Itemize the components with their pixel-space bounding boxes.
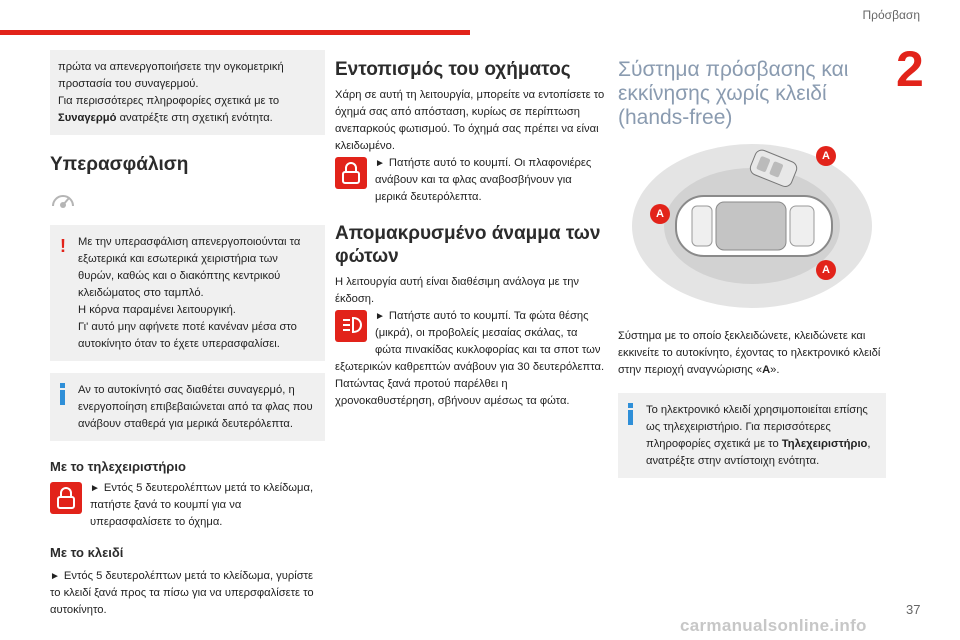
lock-icon bbox=[50, 482, 82, 514]
lighting-availability: Η λειτουργία αυτή είναι διαθέσιμη ανάλογα με την έκδοση. bbox=[335, 276, 580, 305]
key-heading: Με το κλειδί bbox=[50, 545, 124, 560]
remote-lighting-heading: Απομακρυσμένο άναμμα των φώτων bbox=[335, 223, 601, 267]
zone-a-marker-rear bbox=[816, 260, 836, 280]
locate-instruction-text: Πατήστε αυτό το κουμπί. Οι πλαφονιέρες ανάβουν και τα φλας αναβοσβήνουν για μερικά δευτερόλεπτα. bbox=[375, 157, 592, 203]
lock-icon bbox=[335, 157, 367, 189]
hands-free-text: Σύστημα με το οποίο ξεκλειδώνετε, κλειδώνετε και εκκινείτε το αυτοκίνητο, έχοντας το ηλεκτρονικό κλειδί στην περιοχή αναγνώρισης « bbox=[618, 330, 881, 376]
hands-free-heading: Σύστημα πρόσβασης και εκκίνησης χωρίς κλειδί (hands-free) bbox=[618, 58, 849, 129]
section-title: Πρόσβαση bbox=[862, 8, 920, 22]
info-key-text: Το ηλεκτρονικό κλειδί χρησιμοποιείται επίσης ως τηλεχειριστήριο. Για περισσότερες πληροφορίες σχετικά με το bbox=[646, 404, 868, 450]
zone-a-marker-front bbox=[816, 146, 836, 166]
locate-instruction: ► Πατήστε αυτό το κουμπί. Οι πλαφονιέρες ανάβουν και τα φλας αναβοσβήνουν για μερικά δευτερόλεπτα. bbox=[375, 157, 592, 203]
info-text-alarm: Αν το αυτοκίνητό σας διαθέτει συναγερμό, η ενεργοποίηση επιβεβαιώνεται από τα φλας που ανάβουν σταθερά για μερικά δευτερόλεπτα. bbox=[78, 384, 313, 430]
car-zone-diagram bbox=[618, 140, 886, 312]
key-text: ► Εντός 5 δευτερολέπτων μετά το κλείδωμα, γυρίστε το κλειδί ξανά προς τα πίσω για να υπερσφαλίσετε το αυτοκίνητο. bbox=[50, 570, 314, 616]
lighting-instruction-text: Πατήστε αυτό το κουμπί. Τα φώτα θέσης (μικρά), οι προβολείς μεσαίας σκάλας, τα φώτα πινακίδας κυκλοφορίας και τα σποτ των εξωτερικών καθρεπτών ανάβουν για 30 δευτερόλεπτα. bbox=[335, 310, 605, 373]
exclamation-icon: ! bbox=[60, 236, 66, 256]
locate-button-block bbox=[335, 155, 607, 206]
column-1 bbox=[50, 50, 325, 619]
zone-reference: A bbox=[762, 364, 771, 376]
lighting-button-block bbox=[335, 308, 607, 376]
header-red-bar bbox=[0, 30, 470, 35]
info-icon bbox=[628, 403, 634, 425]
hands-free-text-end: ». bbox=[770, 364, 780, 376]
lighting-instruction: ► Πατήστε αυτό το κουμπί. Τα φώτα θέσης (μικρά), οι προβολείς μεσαίας σκάλας, τα φώτα πινακίδας κυκλοφορίας και τα σποτ των εξωτερικών καθρεπτών ανάβουν για 30 δευτερόλεπτα. bbox=[335, 310, 605, 373]
intro-text-after: ανατρέξτε στη σχετική ενότητα. bbox=[116, 112, 273, 124]
column-3 bbox=[618, 50, 886, 478]
chapter-number: 2 bbox=[896, 41, 924, 97]
warning-box bbox=[50, 225, 325, 361]
zone-a-marker-left bbox=[650, 204, 670, 224]
info-box-key bbox=[618, 393, 886, 478]
dial-icon-wrap bbox=[50, 186, 325, 215]
headlight-icon bbox=[335, 310, 367, 342]
info-text-key bbox=[646, 402, 878, 470]
remote-text: ► Εντός 5 δευτερολέπτων μετά το κλείδωμα, πατήστε ξανά το κουμπί για να υπερασφαλίσετε το όχημα. bbox=[90, 482, 314, 528]
hands-free-paragraph bbox=[618, 328, 886, 379]
page-number: 37 bbox=[906, 602, 921, 617]
intro-box bbox=[50, 50, 325, 135]
intro-paragraph-1: πρώτα να απενεργοποιήσετε την ογκομετρική προστασία του συναγερμού. bbox=[58, 61, 284, 90]
alarm-link-text: Συναγερμό bbox=[58, 112, 117, 124]
info-box-alarm bbox=[50, 373, 325, 441]
remote-block bbox=[50, 480, 325, 531]
warning-text: Με την υπερασφάλιση απενεργοποιούνται τα εξωτερικά και εσωτερικά χειριστήρια των θυρών, καθώς και ο διακόπτης κεντρικού κλειδώματος στο ταμπλό. Η κόρνα παραμένει λειτουργική. Γι' αυτό μην αφήνετε ποτέ κανέναν μέσα στο αυτοκίνητο όταν το έχετε υπερασφαλίσει. bbox=[78, 236, 301, 350]
key-instruction: Εντός 5 δευτερολέπτων μετά το κλείδωμα, γυρίστε το κλειδί ξανά προς τα πίσω για να υπερσφαλίσετε το αυτοκίνητο. bbox=[50, 570, 314, 616]
info-key-text-end: , ανατρέξτε στην αντίστοιχη ενότητα. bbox=[646, 438, 871, 467]
intro-text: Για περισσότερες πληροφορίες σχετικά με το bbox=[58, 95, 280, 107]
intro-paragraph-2 bbox=[58, 93, 317, 127]
zone-label: A bbox=[656, 208, 664, 220]
locate-vehicle-heading: Εντοπισμός του οχήματος bbox=[335, 59, 571, 80]
remote-control-link-text: Τηλεχειριστήριο bbox=[781, 438, 868, 450]
info-icon bbox=[60, 383, 66, 405]
remote-heading: Με το τηλεχειριστήριο bbox=[50, 459, 186, 474]
zone-label: A bbox=[822, 150, 830, 162]
dial-icon bbox=[50, 192, 76, 210]
hands-free-illustration bbox=[618, 140, 886, 312]
deadlocking-heading: Υπερασφάλιση bbox=[50, 154, 189, 175]
locate-paragraph: Χάρη σε αυτή τη λειτουργία, μπορείτε να εντοπίσετε το όχημά σας από απόσταση, κυρίως σε περίπτωση ανεπαρκούς φωτισμού. Το όχημά σας πρέπει να είναι κλειδωμένο. bbox=[335, 89, 605, 152]
lighting-cancel: Πατώντας ξανά προτού παρέλθει η χρονοκαθυστέρηση, σβήνουν αμέσως τα φώτα. bbox=[335, 378, 570, 407]
column-2 bbox=[335, 50, 607, 410]
remote-instruction: Εντός 5 δευτερολέπτων μετά το κλείδωμα, πατήστε ξανά το κουμπί για να υπερασφαλίσετε το όχημα. bbox=[90, 482, 314, 528]
watermark: carmanualsonline.info bbox=[680, 616, 867, 635]
zone-label: A bbox=[822, 264, 830, 276]
